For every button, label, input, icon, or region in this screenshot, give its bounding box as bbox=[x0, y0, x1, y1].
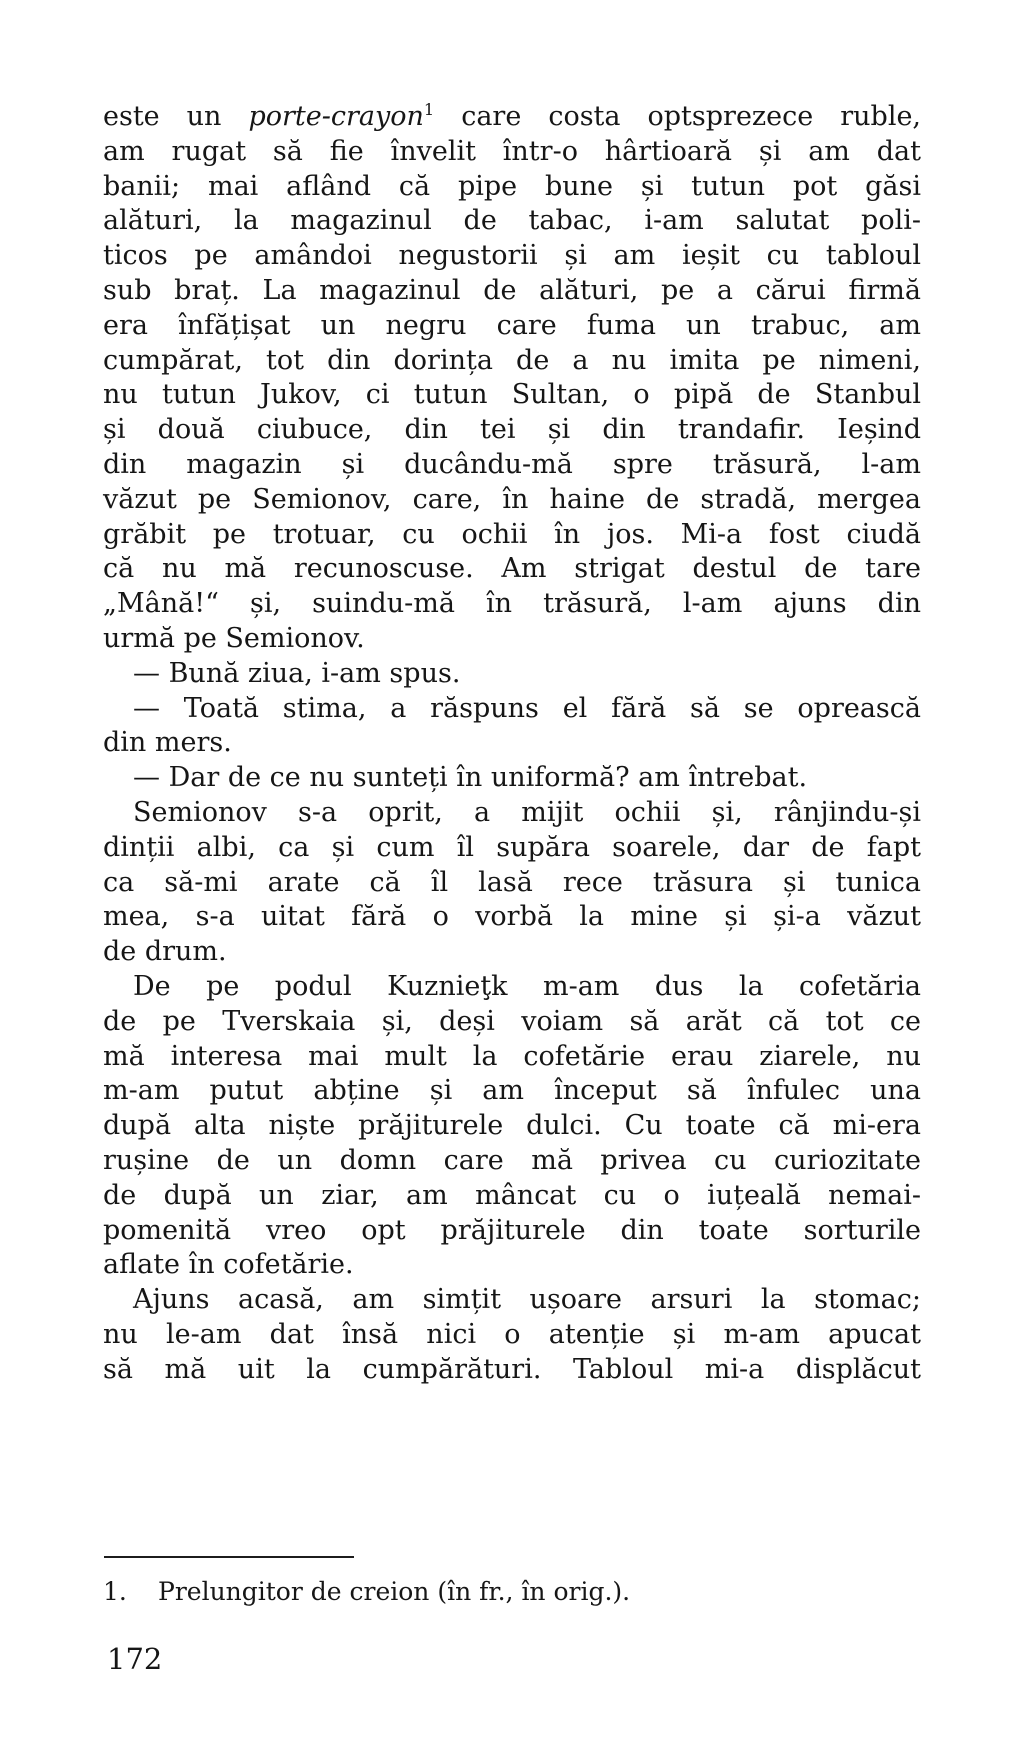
footnote-marker: 1. bbox=[103, 1577, 127, 1606]
text-run: m-am putut abține și am început să înfulec una bbox=[103, 1075, 921, 1107]
text-line bbox=[103, 344, 921, 379]
text-run: nu tutun Jukov, ci tutun Sultan, o pipă de Stanbul bbox=[103, 379, 921, 411]
text-run: de pe Tverskaia și, deși voiam să arăt că tot ce bbox=[103, 1005, 921, 1037]
text-line bbox=[103, 483, 921, 518]
text-run: că nu mă recunoscuse. Am strigat destul de tare bbox=[103, 553, 921, 585]
text-line bbox=[103, 170, 921, 205]
footnote-reference: 1 bbox=[423, 100, 435, 119]
text-line bbox=[103, 204, 921, 239]
text-line bbox=[103, 831, 921, 866]
text-line bbox=[103, 726, 921, 761]
text-run: din magazin și ducându-mă spre trăsură, l-am bbox=[103, 448, 921, 480]
text-run: care costa optsprezece ruble, bbox=[434, 101, 922, 132]
text-line bbox=[103, 866, 921, 901]
text-line bbox=[103, 239, 921, 274]
text-line bbox=[103, 796, 921, 831]
text-line bbox=[103, 657, 921, 692]
text-line bbox=[103, 1214, 921, 1249]
text-line bbox=[103, 1109, 921, 1144]
text-run: este un bbox=[103, 101, 249, 132]
text-run: De pe podul Kuznieţk m-am dus la cofetăria bbox=[133, 970, 921, 1002]
text-line bbox=[103, 1005, 921, 1040]
text-run: din mers. bbox=[103, 727, 232, 759]
text-line bbox=[103, 970, 921, 1005]
text-run: nu le-am dat însă nici o atenție și m-am apucat bbox=[103, 1318, 921, 1350]
text-line bbox=[103, 100, 921, 135]
text-run: să mă uit la cumpărături. Tabloul mi-a displăcut bbox=[103, 1353, 921, 1385]
text-line bbox=[103, 413, 921, 448]
text-run: ca să-mi arate că îl lasă rece trăsura și tunica bbox=[103, 866, 921, 898]
text-run: urmă pe Semionov. bbox=[103, 622, 365, 654]
text-run: văzut pe Semionov, care, în haine de stradă, mergea bbox=[103, 483, 921, 515]
text-run: cumpărat, tot din dorința de a nu imita pe nimeni, bbox=[103, 344, 921, 376]
text-run: Ajuns acasă, am simțit ușoare arsuri la stomac; bbox=[133, 1284, 921, 1316]
text-run: sub braț. La magazinul de alături, pe a cărui firmă bbox=[103, 274, 921, 306]
text-line bbox=[103, 378, 921, 413]
text-run: de după un ziar, am mâncat cu o iuțeală nemai- bbox=[103, 1179, 921, 1211]
page-number: 172 bbox=[107, 1642, 163, 1676]
text-run: Semionov s-a oprit, a mijit ochii și, rânjindu-și bbox=[133, 796, 921, 828]
text-run: porte-crayon bbox=[248, 101, 424, 132]
text-run: mea, s-a uitat fără o vorbă la mine și și-a văzut bbox=[103, 901, 921, 933]
text-run: dinții albi, ca și cum îl supăra soarele, dar de fapt bbox=[103, 831, 921, 863]
text-line bbox=[103, 900, 921, 935]
text-run: banii; mai aflând că pipe bune și tutun pot găsi bbox=[103, 170, 921, 202]
text-line bbox=[103, 622, 921, 657]
text-run: — Bună ziua, i-am spus. bbox=[133, 657, 461, 689]
text-run: și două ciubuce, din tei și din trandafir. Ieșind bbox=[103, 414, 921, 446]
body-text bbox=[103, 100, 921, 1387]
text-run: era înfățișat un negru care fuma un trabuc, am bbox=[103, 309, 921, 341]
text-run: ticos pe amândoi negustorii și am ieșit cu tabloul bbox=[103, 240, 921, 272]
text-line bbox=[103, 692, 921, 727]
text-line bbox=[103, 552, 921, 587]
text-line bbox=[103, 1144, 921, 1179]
text-line bbox=[103, 587, 921, 622]
text-line bbox=[103, 518, 921, 553]
text-run: pomenită vreo opt prăjiturele din toate sorturile bbox=[103, 1214, 921, 1246]
text-run: de drum. bbox=[103, 936, 227, 968]
text-line bbox=[103, 135, 921, 170]
text-run: am rugat să fie învelit într-o hârtioară și am dat bbox=[103, 135, 921, 167]
text-run: „Mână!“ și, suindu-mă în trăsură, l-am ajuns din bbox=[103, 588, 921, 620]
footnote-text: Prelungitor de creion (în fr., în orig.). bbox=[158, 1577, 631, 1606]
text-run: alături, la magazinul de tabac, i-am salutat poli- bbox=[103, 205, 921, 237]
text-line bbox=[103, 1248, 921, 1283]
text-run: — Dar de ce nu sunteți în uniformă? am întrebat. bbox=[133, 762, 808, 794]
text-line bbox=[103, 1074, 921, 1109]
text-line bbox=[103, 1040, 921, 1075]
text-run: rușine de un domn care mă privea cu curiozitate bbox=[103, 1144, 921, 1176]
text-line bbox=[103, 309, 921, 344]
text-line bbox=[103, 1318, 921, 1353]
text-line bbox=[103, 274, 921, 309]
text-line bbox=[103, 1353, 921, 1388]
text-run: mă interesa mai mult la cofetărie erau ziarele, nu bbox=[103, 1040, 921, 1072]
text-run: după alta niște prăjiturele dulci. Cu toate că mi-era bbox=[103, 1110, 921, 1142]
text-line bbox=[103, 761, 921, 796]
text-line bbox=[103, 448, 921, 483]
text-line bbox=[103, 935, 921, 970]
text-run: aflate în cofetărie. bbox=[103, 1249, 354, 1281]
text-line bbox=[103, 1283, 921, 1318]
footnote-divider bbox=[104, 1556, 354, 1558]
text-line bbox=[103, 1179, 921, 1214]
footnote bbox=[103, 1576, 630, 1608]
text-run: — Toată stima, a răspuns el fără să se oprească bbox=[133, 692, 921, 724]
text-run: grăbit pe trotuar, cu ochii în jos. Mi-a fost ciudă bbox=[103, 518, 921, 550]
